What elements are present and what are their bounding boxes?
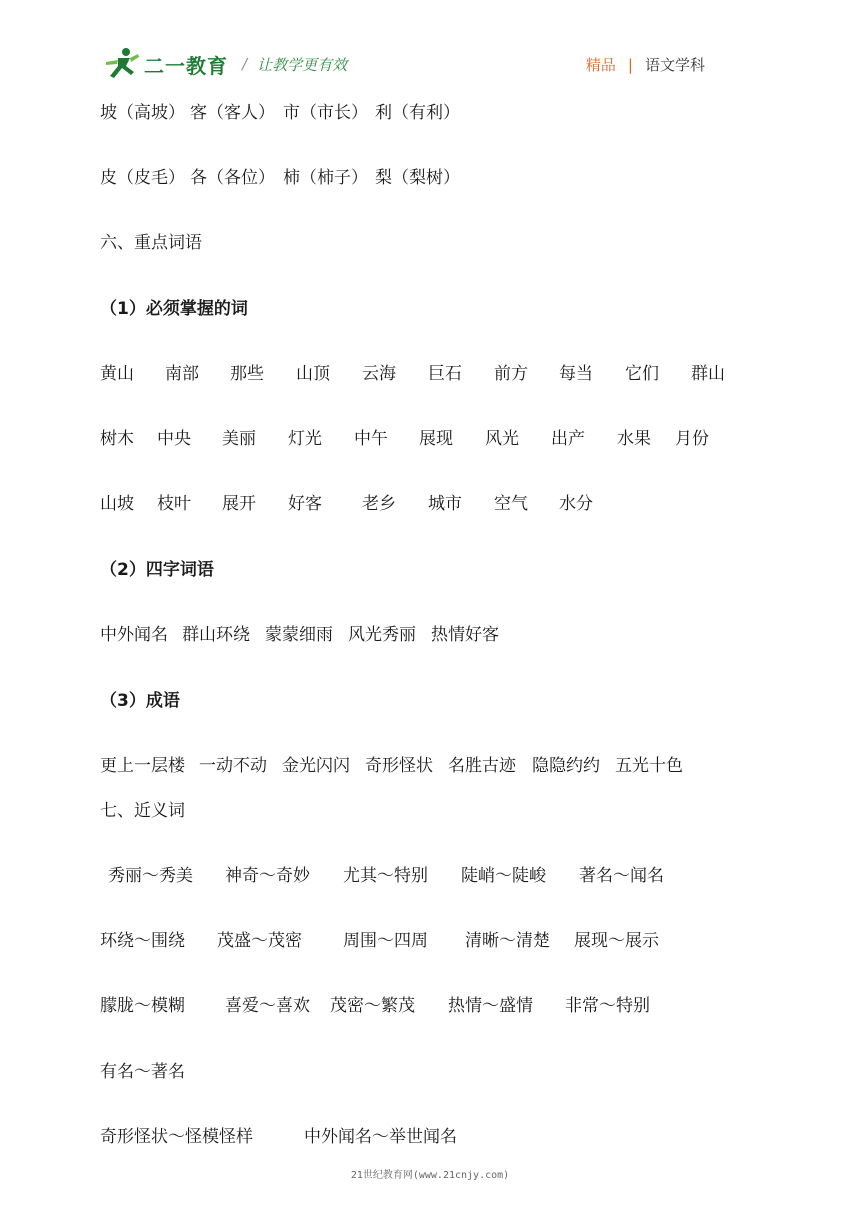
list-item: 枝叶: [157, 494, 191, 514]
list-item: 柿（柿子）: [283, 168, 368, 188]
list-item: 黄山: [100, 364, 134, 384]
list-item: 巨石: [428, 364, 462, 384]
list-item: 那些: [230, 364, 264, 384]
list-item: 五光十色: [615, 756, 683, 776]
list-item: 更上一层楼: [100, 756, 185, 776]
list-item: 山坡: [100, 494, 134, 514]
list-item: 展现～展示: [574, 931, 659, 951]
list-item: 展开: [222, 494, 256, 514]
subheading-four-char: （2）四字词语: [100, 560, 214, 580]
list-item: 树木: [100, 429, 134, 449]
list-item: 茂盛～茂密: [217, 931, 302, 951]
list-item: 金光闪闪: [282, 756, 350, 776]
list-item: 周围～四周: [343, 931, 428, 951]
page-footer: 21世纪教育网(www.21cnjy.com): [350, 1170, 510, 1181]
list-item: 它们: [625, 364, 659, 384]
list-item: 热情～盛情: [448, 996, 533, 1016]
brand-slash: /: [242, 55, 248, 73]
quality-label: 精品: [585, 56, 616, 74]
list-item: 梨（梨树）: [375, 168, 460, 188]
header-right: [586, 54, 705, 75]
list-item: 市（市长）: [283, 103, 368, 123]
list-item: 奇形怪状: [365, 756, 433, 776]
list-item: 中午: [354, 429, 388, 449]
list-item: 隐隐约约: [532, 756, 600, 776]
list-item: 前方: [494, 364, 528, 384]
subheading-must-know: （1）必须掌握的词: [100, 299, 248, 319]
list-item: 风光: [485, 429, 519, 449]
list-item: 朦胧～模糊: [100, 996, 185, 1016]
list-item: 茂密～繁茂: [330, 996, 415, 1016]
list-item: 奇形怪状～怪模怪样: [100, 1127, 253, 1147]
list-item: 非常～特别: [565, 996, 650, 1016]
section-heading-6: 六、重点词语: [100, 233, 202, 253]
list-item: 一动不动: [199, 756, 267, 776]
subheading-idioms: （3）成语: [100, 691, 180, 711]
list-item: 名胜古迹: [448, 756, 516, 776]
list-item: 灯光: [288, 429, 322, 449]
list-item: 展现: [419, 429, 453, 449]
list-item: 客（客人）: [190, 103, 275, 123]
list-item: 热情好客: [431, 625, 499, 645]
list-item: 中外闻名: [100, 625, 168, 645]
runner-logo-icon: [104, 46, 142, 82]
list-item: 喜爱～喜欢: [225, 996, 310, 1016]
list-item: 美丽: [222, 429, 256, 449]
list-item: 好客: [288, 494, 322, 514]
list-item: 各（各位）: [190, 168, 275, 188]
page-header: [0, 0, 860, 90]
logo: [104, 46, 347, 82]
list-item: 月份: [675, 429, 709, 449]
list-item: 皮（皮毛）: [100, 168, 185, 188]
list-item: 老乡: [362, 494, 396, 514]
list-item: 清晰～清楚: [465, 931, 550, 951]
brand-slogan: 让教学更有效: [257, 55, 348, 74]
list-item: 云海: [362, 364, 396, 384]
list-item: 城市: [428, 494, 462, 514]
list-item: 南部: [165, 364, 199, 384]
list-item: 利（有利）: [375, 103, 460, 123]
list-item: 陡峭～陡峻: [461, 866, 546, 886]
list-item: 神奇～奇妙: [225, 866, 310, 886]
list-item: 坡（高坡）: [100, 103, 185, 123]
subject-label: 语文学科: [644, 56, 705, 74]
list-item: 蒙蒙细雨: [265, 625, 333, 645]
brand-name: 二一教育: [144, 53, 228, 78]
list-item: 环绕～围绕: [100, 931, 185, 951]
list-item: 尤其～特别: [343, 866, 428, 886]
list-item: 出产: [551, 429, 585, 449]
list-item: 中外闻名～举世闻名: [304, 1127, 457, 1147]
list-item: 群山: [691, 364, 725, 384]
list-item: 群山环绕: [182, 625, 250, 645]
list-item: 水分: [559, 494, 593, 514]
list-item: 空气: [494, 494, 528, 514]
list-item: 风光秀丽: [348, 625, 416, 645]
list-item: 中央: [157, 429, 191, 449]
list-item: 山顶: [296, 364, 330, 384]
list-item: 秀丽～秀美: [108, 866, 193, 886]
section-heading-7: 七、近义词: [100, 801, 185, 821]
list-item: 水果: [617, 429, 651, 449]
header-separator: |: [627, 55, 633, 74]
list-item: 有名～著名: [100, 1062, 185, 1082]
list-item: 著名～闻名: [579, 866, 664, 886]
list-item: 每当: [559, 364, 593, 384]
